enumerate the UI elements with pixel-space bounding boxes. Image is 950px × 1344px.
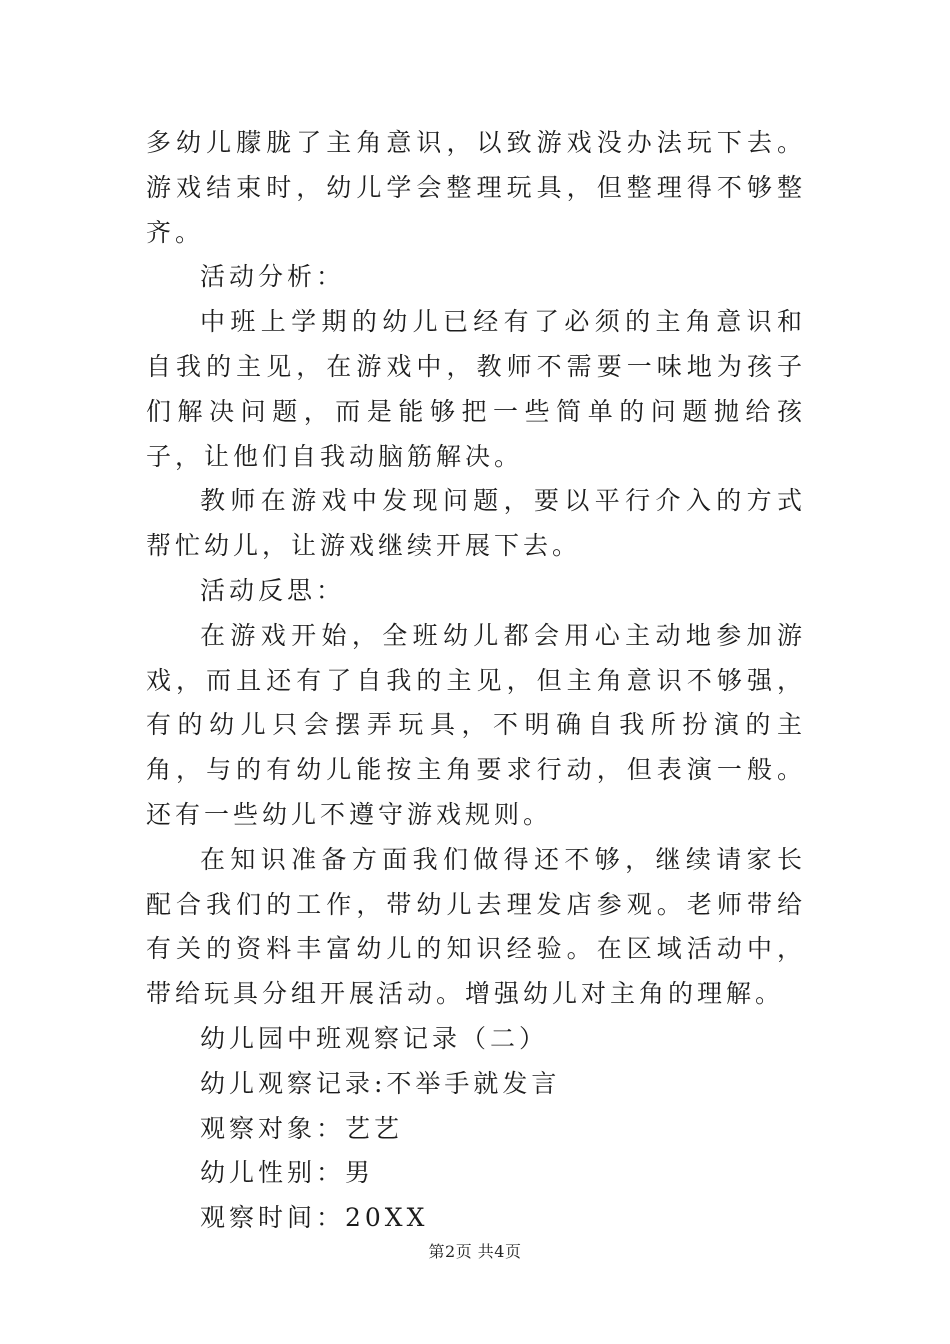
page-number-footer: 第2页 共4页 <box>428 1242 522 1261</box>
observation-time: 观察时间：20XX <box>200 1203 429 1233</box>
observation-subject: 观察对象：艺艺 <box>200 1113 404 1143</box>
paragraph-teacher-intervention: 教师在游戏中发现问题，要以平行介入的方式帮忙幼儿，让游戏继续开展下去。 <box>146 486 806 561</box>
paragraph-knowledge-preparation: 在知识准备方面我们做得还不够，继续请家长配合我们的工作，带幼儿去理发店参观。老师带给有关的资料丰富幼儿的知识经验。在区域活动中，带给玩具分组开展活动。增强幼儿对主角的理解。 <box>146 844 806 1009</box>
paragraph-reflection: 在游戏开始，全班幼儿都会用心主动地参加游戏，而且还有了自我的主见，但主角意识不够强，有的幼儿只会摆弄玩具，不明确自我所扮演的主角，与的有幼儿能按主角要求行动，但表演一般。还有一些幼儿不遵守游戏规则。 <box>146 620 806 829</box>
heading-activity-analysis: 活动分析： <box>200 262 346 292</box>
child-gender: 幼儿性别：男 <box>200 1158 375 1188</box>
document-body <box>146 121 806 1241</box>
observation-record-title: 幼儿观察记录:不举手就发言 <box>200 1068 561 1098</box>
paragraph-analysis: 中班上学期的幼儿已经有了必须的主角意识和自我的主见，在游戏中，教师不需要一味地为孩子们解决问题，而是能够把一些简单的问题抛给孩子，让他们自我动脑筋解决。 <box>146 307 806 471</box>
section-title-observation-two: 幼儿园中班观察记录（二） <box>200 1023 549 1053</box>
paragraph-continuation: 多幼儿朦胧了主角意识，以致游戏没办法玩下去。游戏结束时，幼儿学会整理玩具，但整理得不够整齐。 <box>146 128 806 247</box>
heading-activity-reflection: 活动反思： <box>200 575 346 605</box>
